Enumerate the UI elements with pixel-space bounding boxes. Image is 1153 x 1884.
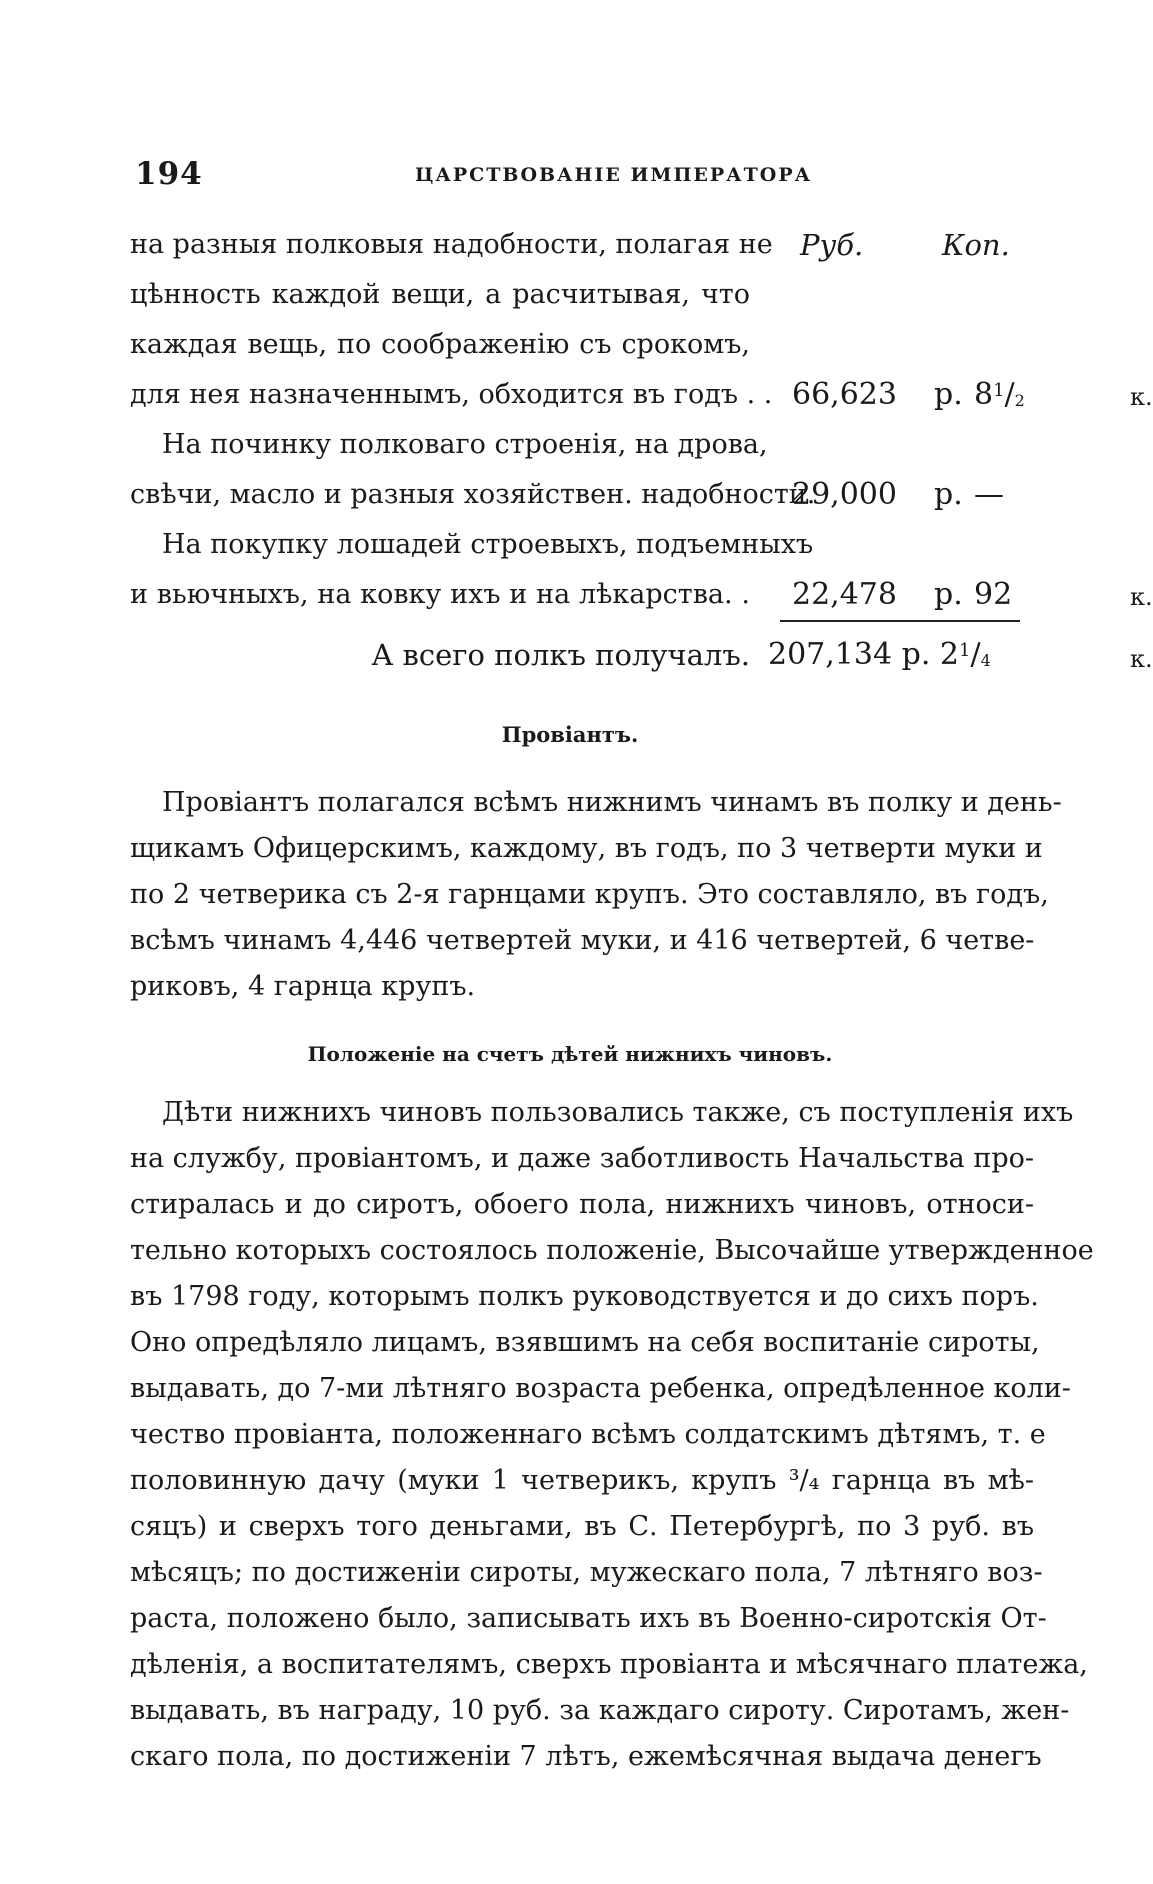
running-title: ЦАРСТВОВАНІЕ ИМПЕРАТОРА xyxy=(415,164,813,186)
ledger-item1-amount xyxy=(792,370,1032,420)
total-kop: $2^1/_4$ xyxy=(939,637,991,672)
ledger-item3-line2: и вьючныхъ, на ковку ихъ и на лѣкарства. . xyxy=(130,579,750,610)
expense-ledger xyxy=(130,220,1153,690)
ledger-item1-kop: $8^1/_2$ xyxy=(974,377,1025,412)
ledger-item1-line4: для нея назначеннымъ, обходится въ годъ . . xyxy=(130,379,773,410)
paragraph-line: всѣмъ чинамъ 4,446 четвертей муки, и 416 четвертей, 6 четве- xyxy=(130,925,1035,956)
paragraph-line: Провіантъ полагался всѣмъ нижнимъ чинамъ въ полку и день- xyxy=(162,787,1062,818)
paragraph-line: дѣленія, а воспитателямъ, сверхъ провіанта и мѣсячнаго платежа, xyxy=(130,1649,1088,1680)
ledger-item2-amount xyxy=(792,470,1032,520)
paragraph-line: выдавать, до 7-ми лѣтняго возраста ребенка, опредѣленное коли- xyxy=(130,1373,1071,1404)
ledger-item2-kop: — xyxy=(974,477,1004,512)
ledger-item2-line1: На починку полковаго строенія, на дрова, xyxy=(162,429,768,460)
ledger-item2-line2: свѣчи, масло и разныя хозяйствен. надобности. xyxy=(130,479,816,510)
ledger-item2-r: р. xyxy=(934,477,963,512)
ledger-item1-line3: каждая вещь, по соображенію съ срокомъ, xyxy=(130,329,750,360)
total-amount xyxy=(768,630,991,680)
ledger-item3-amount xyxy=(792,570,1032,620)
total-k: к. xyxy=(1130,645,1153,673)
ledger-item3-k: к. xyxy=(1130,583,1153,611)
column-header-rub: Руб. xyxy=(800,228,864,262)
paragraph-line: въ 1798 году, которымъ полкъ руководствуется и до сихъ поръ. xyxy=(130,1281,1039,1312)
paragraph-line: раста, положено было, записывать ихъ въ Военно-сиротскія От- xyxy=(130,1603,1047,1634)
ledger-item1-rub: 66,623 xyxy=(792,377,897,412)
paragraph-line: по 2 четверика съ 2-я гарнцами крупъ. Это составляло, въ годъ, xyxy=(130,879,1049,910)
paragraph-line: стиралась и до сиротъ, обоего пола, нижнихъ чиновъ, относи- xyxy=(130,1189,1034,1220)
paragraph-line: риковъ, 4 гарнца крупъ. xyxy=(130,971,476,1002)
paragraph-line: сяцъ) и сверхъ того деньгами, въ С. Петербургѣ, по 3 руб. въ xyxy=(130,1511,1034,1542)
total-label: А всего полкъ получалъ. xyxy=(371,638,750,672)
column-header-kop: Коп. xyxy=(942,228,1010,262)
paragraph-line: выдавать, въ награду, 10 руб. за каждаго сироту. Сиротамъ, жен- xyxy=(130,1695,1070,1726)
paragraph-line: Дѣти нижнихъ чиновъ пользовались также, съ поступленія ихъ xyxy=(162,1097,1074,1128)
ledger-item2-rub: 29,000 xyxy=(792,477,897,512)
ledger-item3-line1: На покупку лошадей строевыхъ, подъемныхъ xyxy=(162,529,814,560)
paragraph-line: щикамъ Офицерскимъ, каждому, въ годъ, по 3 четверти муки и xyxy=(130,833,1043,864)
paragraph-line: скаго пола, по достиженіи 7 лѣтъ, ежемѣсячная выдача денегъ xyxy=(130,1741,1042,1772)
paragraph-children xyxy=(130,1090,1094,1780)
total-rub: 207,134 xyxy=(768,637,893,672)
section-heading-proviant: Провіантъ. xyxy=(501,722,639,747)
ledger-item1-r: р. xyxy=(934,377,963,412)
ledger-item3-rub: 22,478 xyxy=(792,577,897,612)
total-r: р. xyxy=(901,637,931,672)
paragraph-line: мѣсяцъ; по достиженіи сироты, мужескаго пола, 7 лѣтняго воз- xyxy=(130,1557,1043,1588)
ledger-item1-k: к. xyxy=(1130,383,1153,411)
paragraph-proviant xyxy=(130,780,1062,1010)
page-header xyxy=(135,156,1035,196)
ledger-total-row xyxy=(130,620,1153,690)
paragraph-line: чество провіанта, положеннаго всѣмъ солдатскимъ дѣтямъ, т. е xyxy=(130,1419,1046,1450)
ledger-item1-line1: на разныя полковыя надобности, полагая не xyxy=(130,229,773,260)
paragraph-line: Оно опредѣляло лицамъ, взявшимъ на себя воспитаніе сироты, xyxy=(130,1327,1040,1358)
paragraph-line: на службу, провіантомъ, и даже заботливость Начальства про- xyxy=(130,1143,1034,1174)
ledger-item1-line2: цѣнность каждой вещи, а расчитывая, что xyxy=(130,279,750,310)
paragraph-line: половинную дачу (муки 1 четверикъ, крупъ ³/₄ гарнца въ мѣ- xyxy=(130,1465,1034,1496)
total-divider xyxy=(780,620,1020,622)
ledger-item3-r: р. xyxy=(934,577,963,612)
page-number: 194 xyxy=(135,156,203,192)
paragraph-line: тельно которыхъ состоялось положеніе, Высочайше утвержденное xyxy=(130,1235,1094,1266)
ledger-item3-kop: 92 xyxy=(974,577,1013,612)
section-heading-children: Положеніе на счетъ дѣтей нижнихъ чиновъ. xyxy=(307,1042,833,1066)
